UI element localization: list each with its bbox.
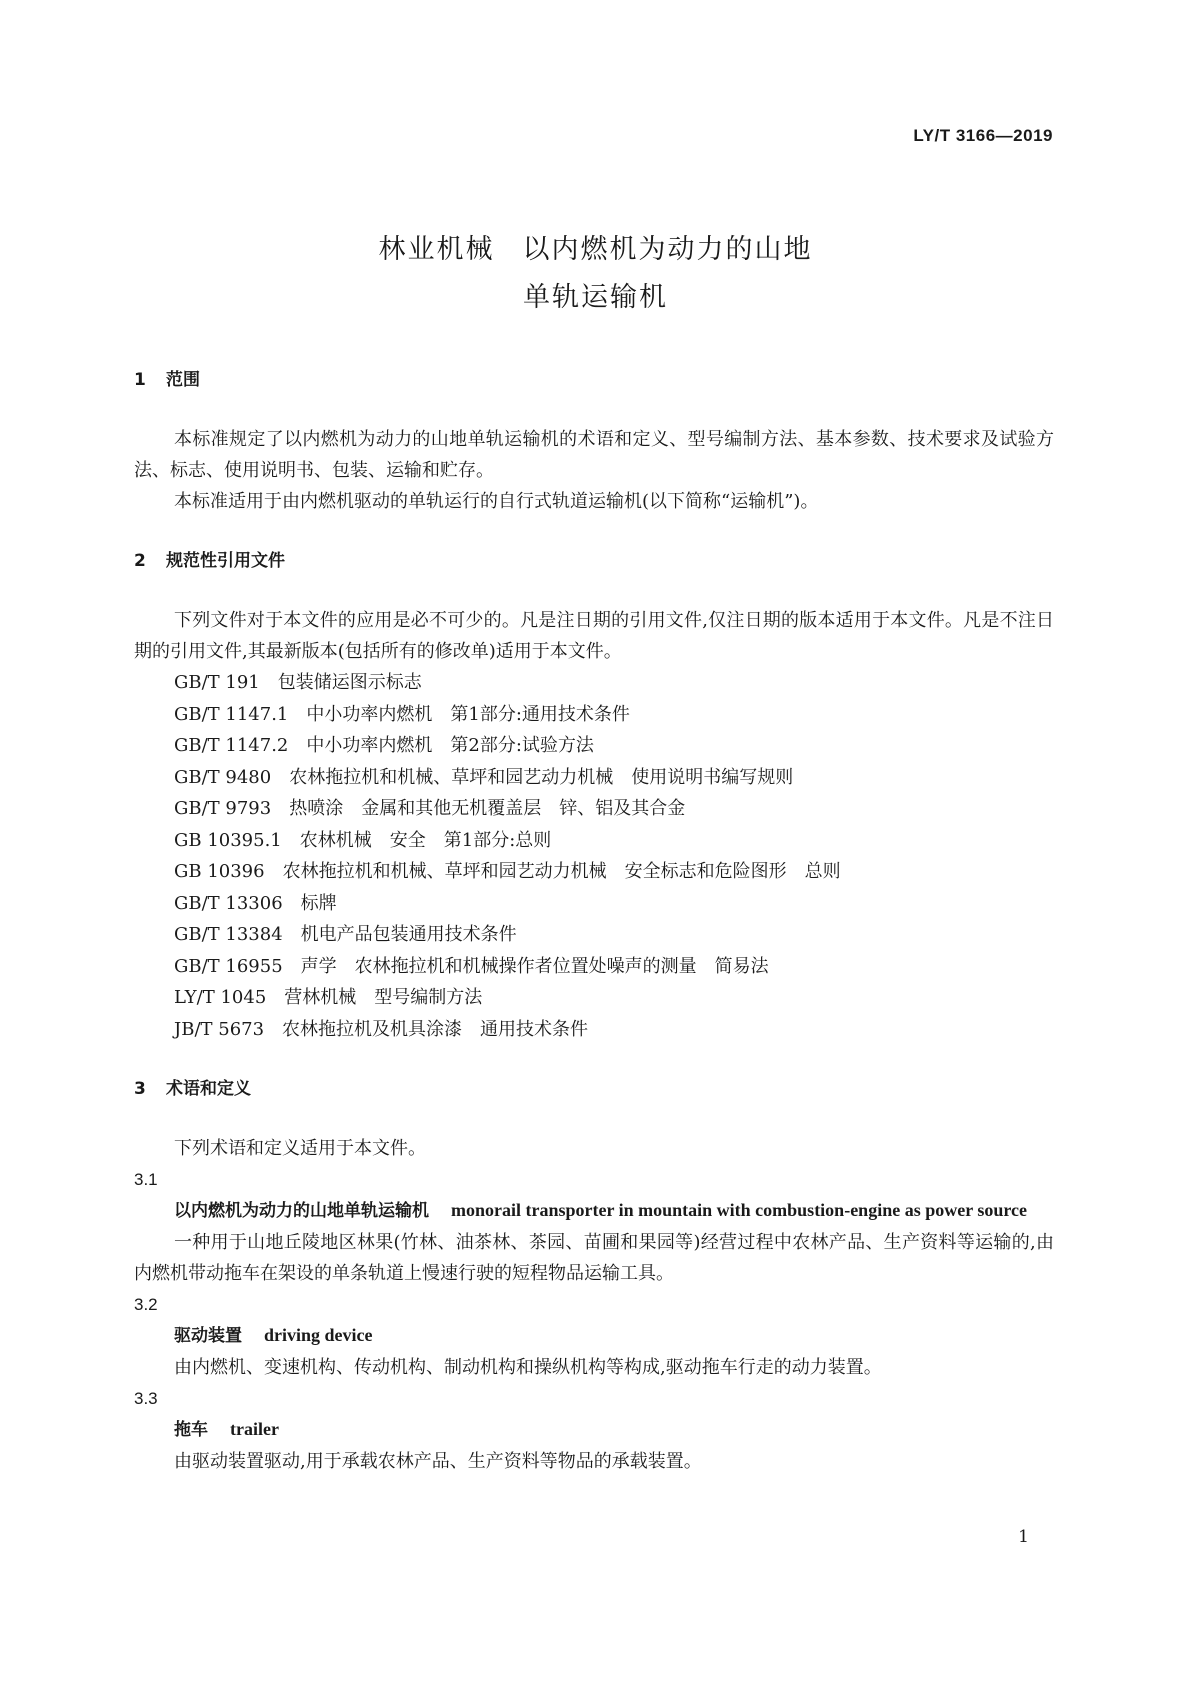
reference-title: 包装储运图示标志 — [277, 672, 422, 693]
reference-item — [134, 888, 1054, 920]
reference-code: GB/T 13306 — [174, 892, 283, 914]
reference-title: 机电产品包装通用技术条件 — [300, 924, 517, 945]
reference-code: GB/T 9793 — [174, 798, 272, 819]
reference-code: GB 10396 — [174, 861, 265, 882]
reference-code: GB/T 13384 — [174, 924, 283, 945]
reference-title: 中小功率内燃机 第2部分:试验方法 — [306, 735, 594, 756]
term-heading — [134, 1195, 1054, 1227]
reference-code: GB 10395.1 — [174, 829, 282, 851]
term-number: 3.2 — [134, 1295, 158, 1314]
reference-code: LY/T 1045 — [174, 987, 267, 1008]
scope-paragraph: 本标准规定了以内燃机为动力的山地单轨运输机的术语和定义、型号编制方法、基本参数、技术要求及试验方法、标志、使用说明书、包装、运输和贮存。 — [134, 429, 1054, 481]
standard-code: LY/T 3166—2019 — [913, 126, 1053, 145]
section-heading-terms — [134, 1075, 1054, 1103]
title-part-1: 林业机械 — [378, 234, 495, 265]
title-line-2: 单轨运输机 — [523, 282, 668, 313]
page-number: 1 — [1018, 1527, 1029, 1547]
term-english: monorail transporter in mountain with combustion-engine as power source — [451, 1200, 1028, 1220]
reference-item — [134, 919, 1054, 951]
reference-code: GB/T 9480 — [174, 766, 272, 788]
document-body — [134, 366, 1054, 1477]
reference-item — [134, 982, 1054, 1014]
term-definition: 一种用于山地丘陵地区林果(竹林、油茶林、茶园、苗圃和果园等)经营过程中农林产品、生产资料等运输的,由内燃机带动拖车在架设的单条轨道上慢速行驶的短程物品运输工具。 — [134, 1232, 1054, 1284]
reference-item — [134, 699, 1054, 731]
reference-item — [134, 825, 1054, 857]
section-number: 3 — [134, 1079, 146, 1099]
term-number: 3.3 — [134, 1389, 158, 1408]
section-heading-references — [134, 547, 1054, 575]
section-title: 范围 — [166, 370, 200, 390]
document-title — [0, 226, 1191, 322]
term-english: trailer — [230, 1419, 279, 1439]
section-number: 2 — [134, 551, 146, 571]
reference-title: 营林机械 型号编制方法 — [284, 987, 483, 1008]
reference-item — [134, 856, 1054, 888]
section-title: 规范性引用文件 — [166, 551, 285, 571]
reference-title: 热喷涂 金属和其他无机覆盖层 锌、铝及其合金 — [289, 798, 686, 819]
title-line-1 — [0, 226, 1191, 274]
term-number: 3.1 — [134, 1170, 158, 1189]
reference-title: 声学 农林拖拉机和机械操作者位置处噪声的测量 简易法 — [300, 955, 769, 977]
section-title: 术语和定义 — [166, 1079, 251, 1099]
references-intro: 下列文件对于本文件的应用是必不可少的。凡是注日期的引用文件,仅注日期的版本适用于本文件。凡是不注日期的引用文件,其最新版本(包括所有的修改单)适用于本文件。 — [134, 610, 1054, 662]
reference-item — [134, 667, 1054, 699]
reference-code: GB/T 191 — [174, 672, 260, 693]
reference-code: JB/T 5673 — [174, 1018, 265, 1040]
reference-title: 农林拖拉机和机械、草坪和园艺动力机械 安全标志和危险图形 总则 — [282, 861, 841, 882]
section-heading-scope — [134, 366, 1054, 394]
reference-item — [134, 730, 1054, 762]
reference-title: 农林拖拉机及机具涂漆 通用技术条件 — [282, 1018, 589, 1040]
term-chinese: 以内燃机为动力的山地单轨运输机 — [174, 1201, 429, 1221]
title-part-2: 以内燃机为动力的山地 — [522, 234, 813, 265]
term-english: driving device — [264, 1325, 373, 1345]
section-number: 1 — [134, 370, 146, 390]
reference-code: GB/T 1147.1 — [174, 703, 289, 725]
term-chinese: 拖车 — [174, 1420, 208, 1440]
term-definition: 由内燃机、变速机构、传动机构、制动机构和操纵机构等构成,驱动拖车行走的动力装置。 — [174, 1357, 882, 1378]
scope-paragraph: 本标准适用于由内燃机驱动的单轨运行的自行式轨道运输机(以下简称“运输机”)。 — [174, 491, 819, 512]
reference-code: GB/T 1147.2 — [174, 735, 289, 756]
reference-item — [134, 1014, 1054, 1046]
reference-item — [134, 951, 1054, 983]
reference-title: 标牌 — [300, 892, 337, 914]
reference-item — [134, 793, 1054, 825]
reference-code: GB/T 16955 — [174, 955, 283, 977]
reference-title: 农林拖拉机和机械、草坪和园艺动力机械 使用说明书编写规则 — [289, 766, 794, 788]
terms-intro: 下列术语和定义适用于本文件。 — [174, 1138, 426, 1159]
term-heading — [134, 1320, 1054, 1352]
term-heading — [134, 1414, 1054, 1446]
reference-item — [134, 762, 1054, 794]
reference-title: 中小功率内燃机 第1部分:通用技术条件 — [306, 703, 630, 725]
term-chinese: 驱动装置 — [174, 1326, 242, 1346]
reference-title: 农林机械 安全 第1部分:总则 — [299, 829, 552, 851]
term-definition: 由驱动装置驱动,用于承载农林产品、生产资料等物品的承载装置。 — [174, 1451, 702, 1472]
